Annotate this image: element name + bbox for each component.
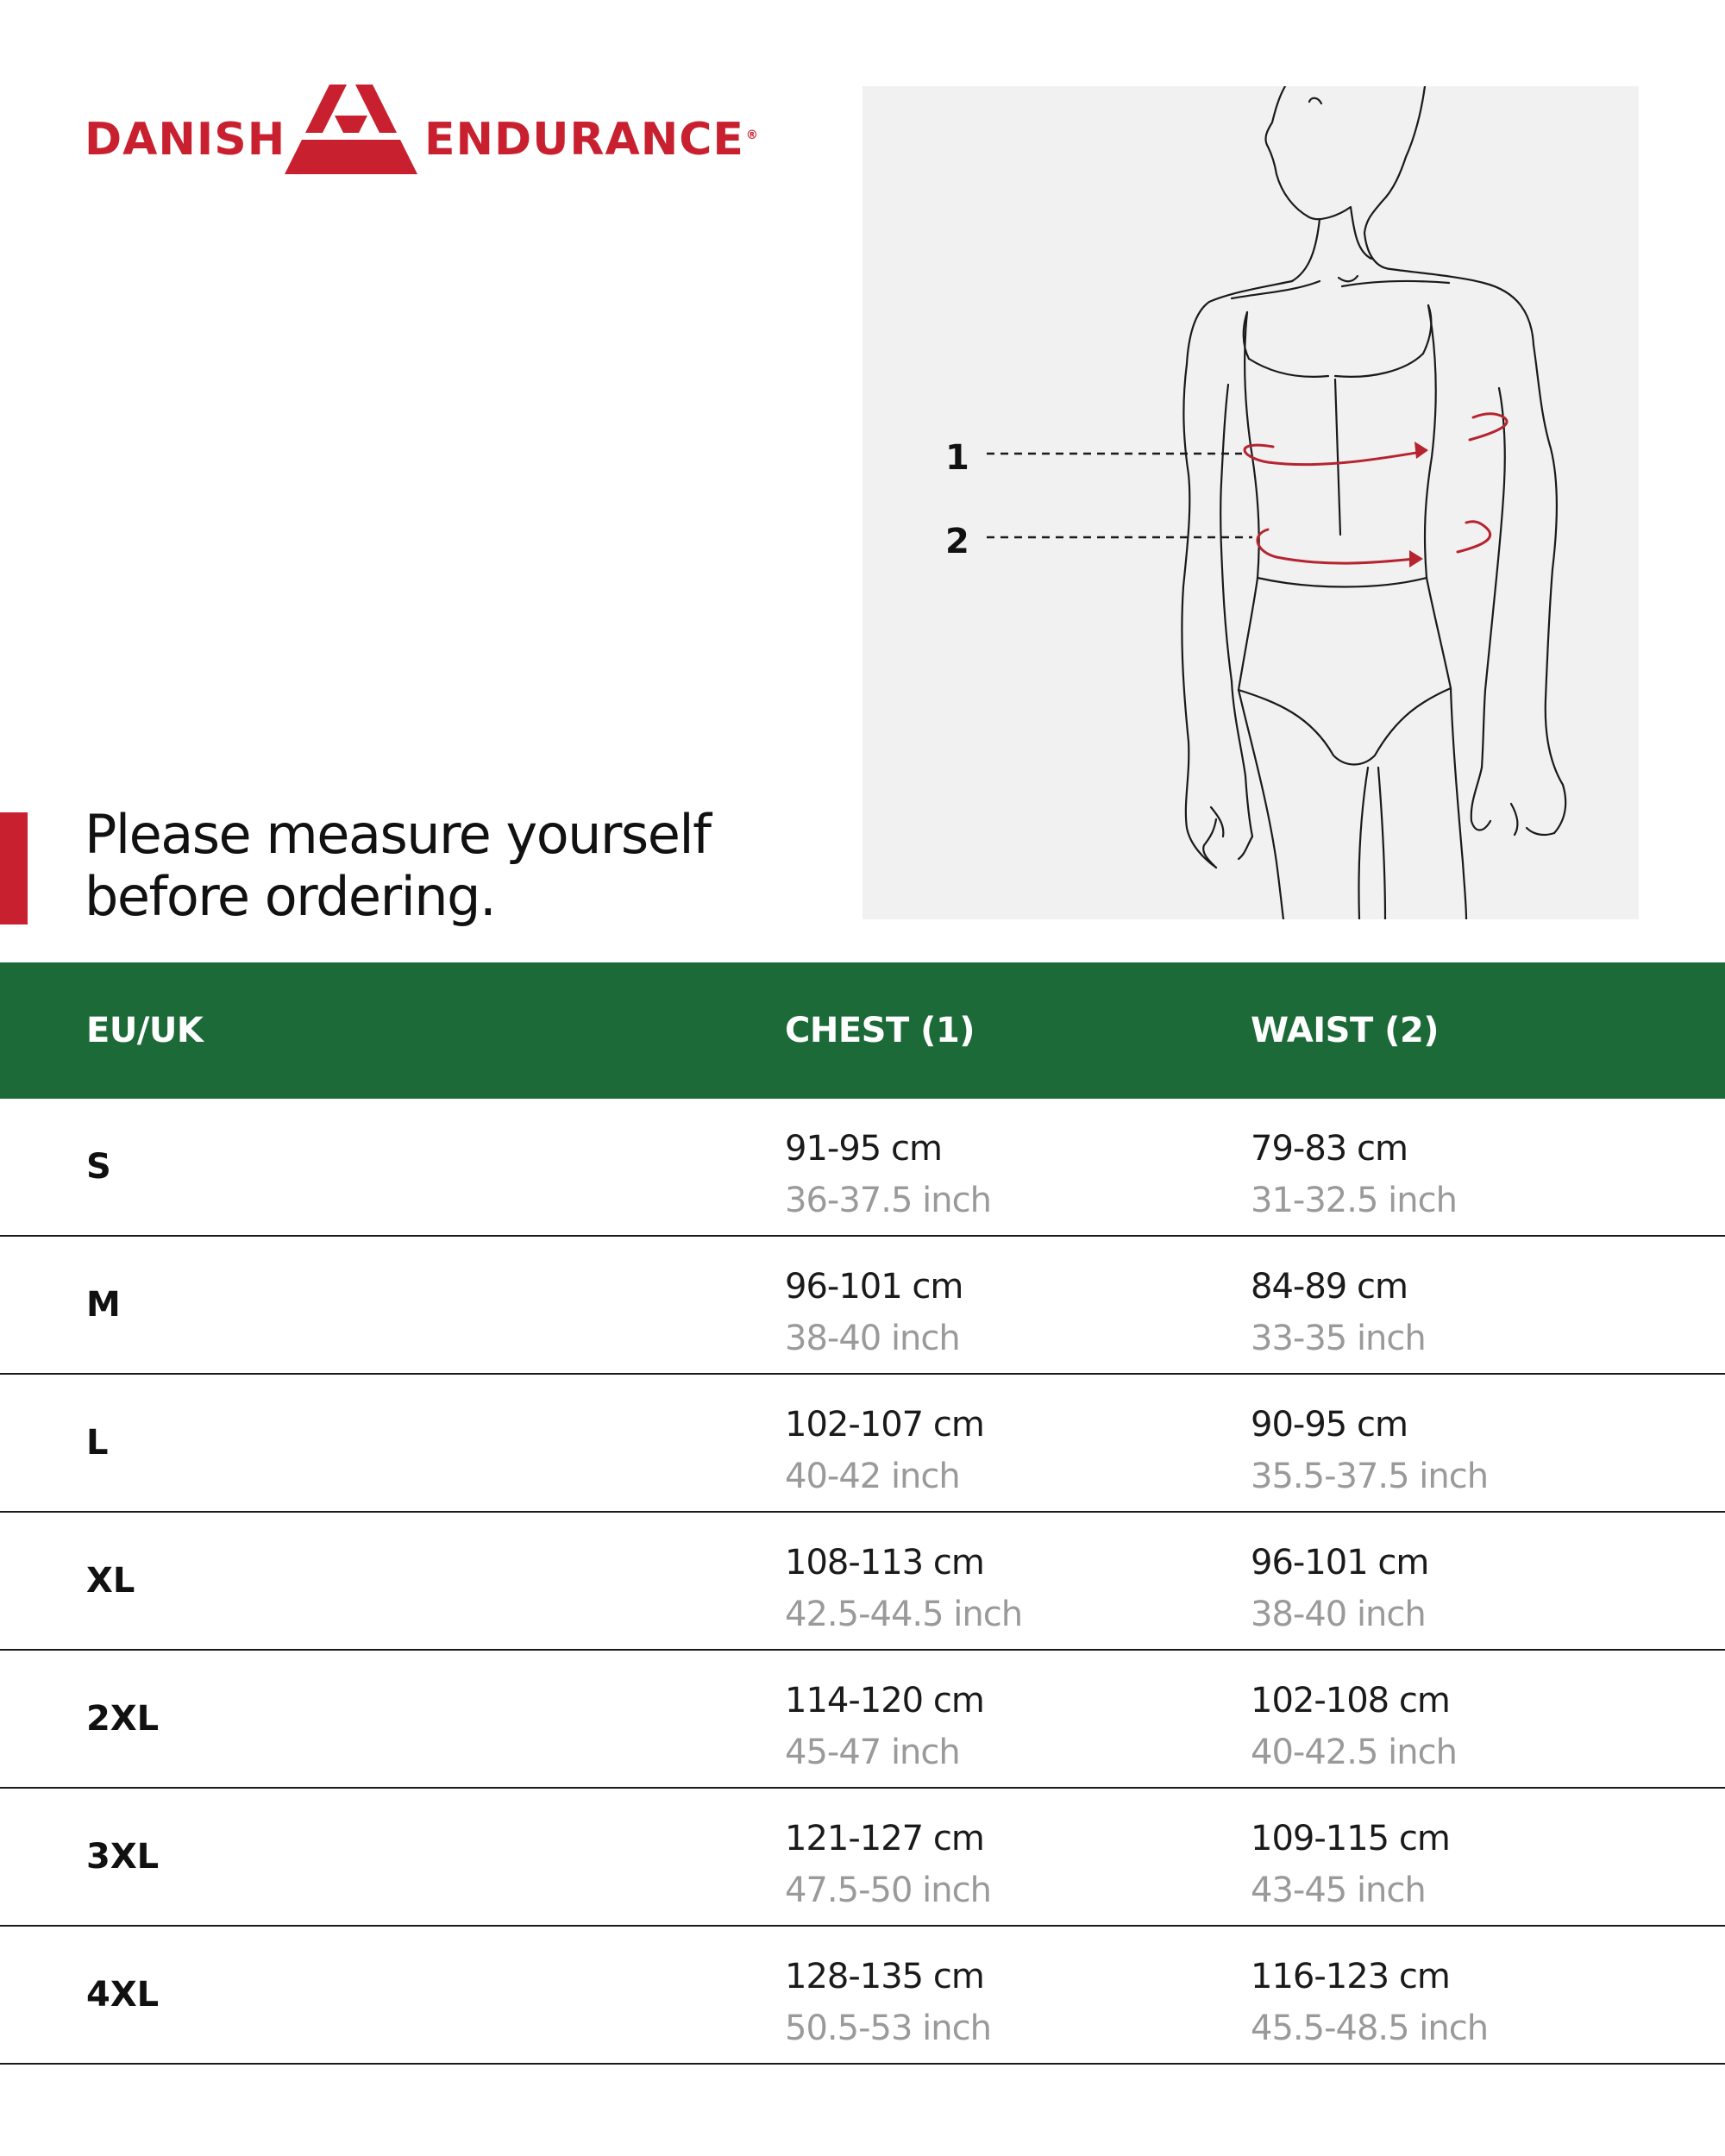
chest-measurement (785, 1537, 1022, 1640)
measure-label-1: 1 (945, 438, 969, 478)
waist-cm: 90-95 cm (1251, 1405, 1408, 1445)
chest-inch: 38-40 inch (785, 1319, 960, 1358)
waist-cm: 84-89 cm (1251, 1267, 1408, 1307)
body-measurement-illustration (862, 86, 1639, 919)
size-table-header (0, 962, 1725, 1099)
measure-instruction: Please measure yourself before ordering. (85, 803, 711, 928)
measure-label-2: 2 (945, 522, 969, 561)
column-header-chest: CHEST (1) (785, 1011, 975, 1050)
waist-cm: 102-108 cm (1251, 1681, 1450, 1720)
chest-measurement (785, 1261, 963, 1364)
waist-measurement (1251, 1675, 1457, 1778)
chest-cm: 121-127 cm (785, 1819, 984, 1858)
brand-name-left: DANISH (85, 114, 286, 166)
chest-cm: 108-113 cm (785, 1543, 984, 1583)
size-label: 4XL (86, 1975, 160, 2015)
brand-logo (85, 85, 759, 179)
size-label: S (86, 1147, 111, 1187)
waist-measurement (1251, 1951, 1488, 2054)
waist-inch: 43-45 inch (1251, 1871, 1426, 1910)
chest-inch: 40-42 inch (785, 1457, 960, 1496)
chest-inch: 42.5-44.5 inch (785, 1595, 1023, 1634)
chest-measurement (785, 1123, 991, 1226)
chest-inch: 50.5-53 inch (785, 2009, 991, 2048)
chest-cm: 96-101 cm (785, 1267, 963, 1307)
chest-measurement (785, 1951, 991, 2054)
chest-cm: 114-120 cm (785, 1681, 984, 1720)
waist-inch: 45.5-48.5 inch (1251, 2009, 1489, 2048)
body-outline-icon (862, 86, 1639, 919)
size-label: L (86, 1423, 109, 1463)
chest-measurement (785, 1675, 984, 1778)
chest-cm: 102-107 cm (785, 1405, 984, 1445)
waist-measurement (1251, 1399, 1488, 1502)
table-row (0, 1375, 1725, 1513)
brand-name-right: ENDURANCE ® (424, 114, 759, 166)
chest-inch: 47.5-50 inch (785, 1871, 991, 1910)
chest-cm: 91-95 cm (785, 1129, 942, 1169)
waist-cm: 109-115 cm (1251, 1819, 1450, 1858)
waist-cm: 96-101 cm (1251, 1543, 1429, 1583)
waist-cm: 79-83 cm (1251, 1129, 1408, 1169)
table-row (0, 1237, 1725, 1375)
table-row (0, 1651, 1725, 1789)
table-row (0, 1513, 1725, 1651)
size-label: 2XL (86, 1699, 160, 1739)
chest-measurement (785, 1399, 984, 1502)
table-row (0, 1099, 1725, 1237)
table-row (0, 1927, 1725, 2065)
brand-mountain-icon (285, 85, 417, 174)
waist-inch: 40-42.5 inch (1251, 1733, 1457, 1772)
column-header-size: EU/UK (86, 1011, 204, 1050)
waist-measurement (1251, 1261, 1426, 1364)
waist-inch: 38-40 inch (1251, 1595, 1426, 1634)
registered-mark: ® (745, 128, 759, 142)
table-row (0, 1789, 1725, 1927)
chest-inch: 45-47 inch (785, 1733, 960, 1772)
waist-inch: 35.5-37.5 inch (1251, 1457, 1489, 1496)
chest-measurement (785, 1813, 991, 1916)
waist-measurement (1251, 1813, 1450, 1916)
chest-inch: 36-37.5 inch (785, 1181, 991, 1220)
chest-cm: 128-135 cm (785, 1957, 984, 1996)
accent-bar (0, 812, 28, 924)
waist-cm: 116-123 cm (1251, 1957, 1450, 1996)
column-header-waist: WAIST (2) (1251, 1011, 1440, 1050)
waist-measurement (1251, 1537, 1428, 1640)
waist-inch: 31-32.5 inch (1251, 1181, 1457, 1220)
waist-measurement (1251, 1123, 1457, 1226)
size-label: M (86, 1285, 121, 1325)
size-label: XL (86, 1561, 135, 1601)
waist-inch: 33-35 inch (1251, 1319, 1426, 1358)
size-label: 3XL (86, 1837, 160, 1877)
